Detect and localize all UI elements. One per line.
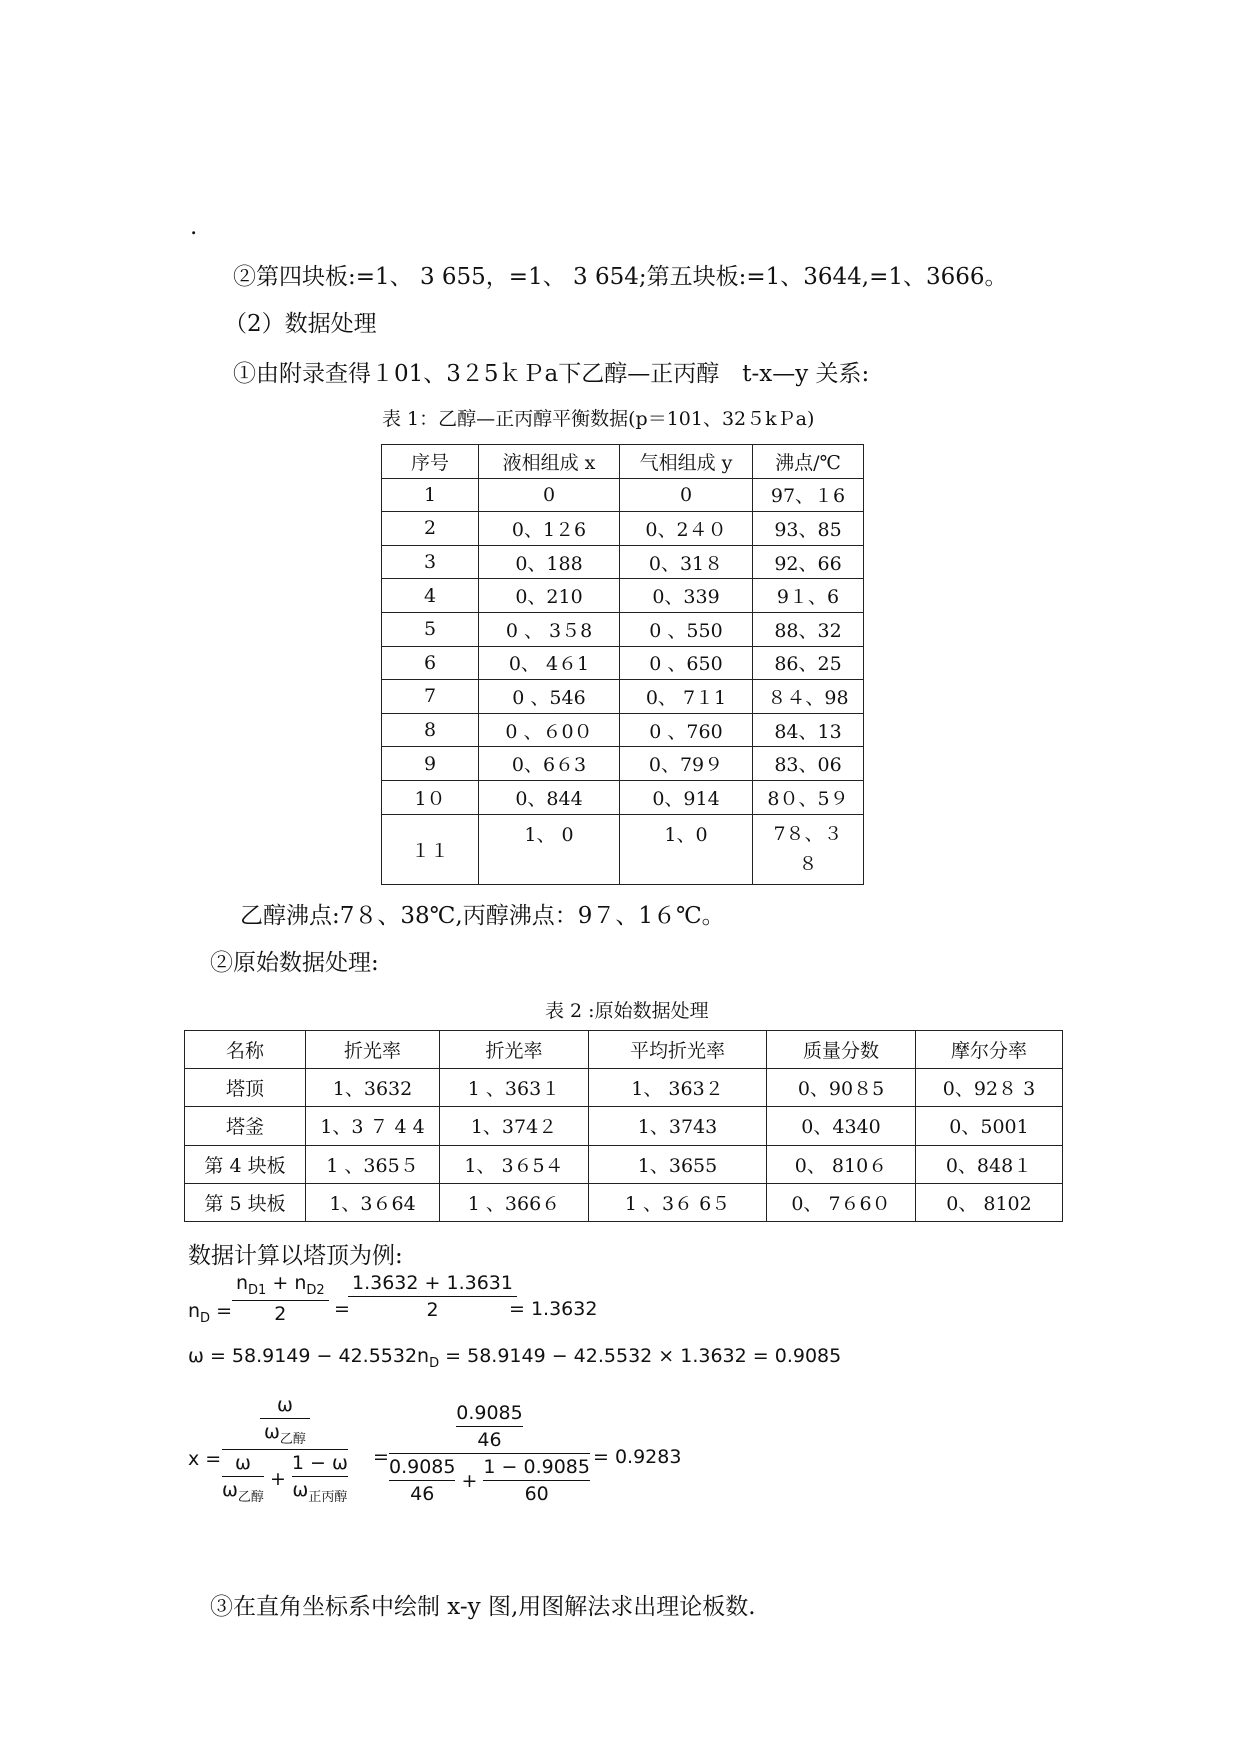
table-cell: 1 、363１ bbox=[440, 1069, 589, 1107]
table-cell: 0 、６0０ bbox=[479, 713, 620, 747]
table-header-cell: 折光率 bbox=[306, 1031, 440, 1069]
formula-x-result: = 0.9283 bbox=[593, 1446, 682, 1468]
fraction-bar bbox=[483, 1480, 590, 1481]
formula-subfraction bbox=[292, 1452, 348, 1505]
table-cell: 86、25 bbox=[753, 646, 864, 680]
table-cell: 第 5 块板 bbox=[185, 1183, 306, 1221]
formula-value: 0.9085 bbox=[456, 1402, 523, 1424]
table-cell: 塔釜 bbox=[185, 1107, 306, 1145]
table-cell: 1、3743 bbox=[589, 1107, 767, 1145]
formula-symbol: n bbox=[188, 1300, 201, 1322]
table-cell: 97、１6 bbox=[753, 478, 864, 512]
formula-denominator: 2 bbox=[274, 1303, 287, 1325]
table-cell: 0、 810６ bbox=[767, 1145, 916, 1183]
formula-subscript: 乙醇 bbox=[237, 1490, 264, 1505]
table-cell: 0、90８5 bbox=[767, 1069, 916, 1107]
table-cell: 0、31８ bbox=[620, 545, 753, 579]
formula-x-lhs: x = bbox=[188, 1448, 222, 1470]
paragraph-appendix: ①由附录查得１01、3２5ｋＰa下乙醇—正丙醇 t-x—y 关系: bbox=[233, 361, 870, 387]
table1-caption: 表 1：乙醇—正丙醇平衡数据(p＝101、32５kＰa) bbox=[382, 408, 815, 430]
table-cell: 9 bbox=[382, 747, 479, 781]
table-cell: 0、4340 bbox=[767, 1107, 916, 1145]
table-cell: 8 bbox=[382, 713, 479, 747]
formula-subscript: D bbox=[429, 1356, 440, 1371]
fraction-bar bbox=[389, 1453, 590, 1454]
formula-symbol: ω bbox=[292, 1479, 309, 1501]
formula-subscript: 正丙醇 bbox=[308, 1490, 348, 1505]
formula-symbol: ω bbox=[276, 1394, 293, 1416]
table-header-cell: 沸点/℃ bbox=[753, 445, 864, 479]
table-cell: 8０、5９ bbox=[753, 780, 864, 814]
table-cell: 1、3６64 bbox=[306, 1183, 440, 1221]
table-cell: 7 bbox=[382, 680, 479, 714]
formula-value: 0.9085 bbox=[389, 1456, 456, 1478]
formula-text: 1 − ω bbox=[291, 1452, 348, 1474]
table-cell: 1、 3６5４ bbox=[440, 1145, 589, 1183]
table-cell: 2 bbox=[382, 512, 479, 546]
table-row bbox=[382, 814, 864, 884]
table-row bbox=[382, 747, 864, 781]
table-cell: ８４、98 bbox=[753, 680, 864, 714]
formula-equals: = bbox=[373, 1446, 389, 1468]
formula-operator: + bbox=[269, 1467, 286, 1490]
formula-numerator bbox=[232, 1272, 329, 1298]
table-row bbox=[185, 1145, 1063, 1183]
table-cell: 0 、760 bbox=[620, 713, 753, 747]
paragraph-plates: ②第四块板:=1、 3 655，=1、 3 654;第五块板:=1、3644,=1、3666。 bbox=[233, 264, 1008, 290]
formula-text: ω = 58.9149 − 42.5532n bbox=[188, 1345, 430, 1367]
fraction-bar bbox=[222, 1449, 348, 1450]
table-row bbox=[382, 579, 864, 613]
formula-text: = 58.9149 − 42.5532 × 1.3632 = 0.9085 bbox=[439, 1345, 842, 1367]
table-cell: 1、374２ bbox=[440, 1107, 589, 1145]
table-cell: 1 、365５ bbox=[306, 1145, 440, 1183]
fraction-bar bbox=[292, 1476, 348, 1477]
fraction-bar bbox=[222, 1476, 264, 1477]
table-header-cell: 摩尔分率 bbox=[916, 1031, 1063, 1069]
table-cell: 0、6６3 bbox=[479, 747, 620, 781]
formula-value: 46 bbox=[410, 1483, 435, 1505]
paragraph-xy-diagram: ③在直角坐标系中绘制 x-y 图,用图解法求出理论板数. bbox=[210, 1594, 756, 1620]
page-dot: . bbox=[190, 214, 198, 240]
table-cell: 5 bbox=[382, 612, 479, 646]
formula-x-symbolic-fraction bbox=[222, 1394, 348, 1505]
formula-operator: + bbox=[461, 1469, 478, 1492]
table-cell: 0、 4６1 bbox=[479, 646, 620, 680]
formula-subfraction bbox=[222, 1452, 264, 1505]
table-cell: 0 、546 bbox=[479, 680, 620, 714]
table-cell: 1、3 ７ 4 4 bbox=[306, 1107, 440, 1145]
table-row bbox=[382, 646, 864, 680]
table-cell: 88、32 bbox=[753, 612, 864, 646]
formula-subfraction bbox=[389, 1456, 455, 1505]
table-cell: 92、66 bbox=[753, 545, 864, 579]
table-cell: 0、339 bbox=[620, 579, 753, 613]
table-row bbox=[185, 1107, 1063, 1145]
formula-nd-lhs bbox=[188, 1300, 232, 1326]
formula-denominator bbox=[264, 1421, 306, 1447]
table-cell: 1 bbox=[382, 478, 479, 512]
fraction-bar bbox=[456, 1426, 522, 1427]
table-cell: 3 bbox=[382, 545, 479, 579]
table-cell: 0 bbox=[620, 478, 753, 512]
table-cell: 1、 0 bbox=[479, 814, 620, 884]
table-row bbox=[382, 680, 864, 714]
table-cell: 0、 7１1 bbox=[620, 680, 753, 714]
table-cell: 0、 8102 bbox=[916, 1183, 1063, 1221]
fraction-bar bbox=[260, 1418, 310, 1419]
table-header-cell: 名称 bbox=[185, 1031, 306, 1069]
formula-symbol: n bbox=[236, 1272, 249, 1294]
table-cell: 4 bbox=[382, 579, 479, 613]
table-cell: 1、3632 bbox=[306, 1069, 440, 1107]
equilibrium-table bbox=[381, 444, 864, 885]
formula-subscript: 乙醇 bbox=[279, 1432, 306, 1447]
fraction-bar bbox=[389, 1480, 455, 1481]
table-cell: 9１、6 bbox=[753, 579, 864, 613]
formula-nd-values-fraction bbox=[348, 1272, 517, 1321]
table-cell: 1、 363２ bbox=[589, 1069, 767, 1107]
paragraph-boiling-points: 乙醇沸点:7８、38℃,丙醇沸点：9７、1６℃。 bbox=[240, 903, 725, 929]
formula-equals: = bbox=[216, 1300, 233, 1322]
table-row bbox=[382, 478, 864, 512]
table-cell: 7８、３８ bbox=[753, 814, 864, 884]
fraction-bar bbox=[232, 1300, 329, 1301]
table-header-cell: 气相组成 y bbox=[620, 445, 753, 479]
formula-value: 60 bbox=[524, 1483, 549, 1505]
table-cell: 84、13 bbox=[753, 713, 864, 747]
formula-denominator bbox=[389, 1456, 590, 1505]
table-row bbox=[382, 713, 864, 747]
table-row bbox=[185, 1183, 1063, 1221]
table-cell: 0 、550 bbox=[620, 612, 753, 646]
table-row bbox=[382, 545, 864, 579]
formula-value: 1 − 0.9085 bbox=[483, 1456, 590, 1478]
table-header-row bbox=[382, 445, 864, 479]
formula-denominator bbox=[222, 1452, 348, 1505]
formula-symbol: ω bbox=[235, 1452, 251, 1474]
table-cell: 1、3655 bbox=[589, 1145, 767, 1183]
formula-symbol: n bbox=[294, 1272, 307, 1294]
table-cell: １１ bbox=[382, 814, 479, 884]
table-header-row bbox=[185, 1031, 1063, 1069]
table-header-cell: 质量分数 bbox=[767, 1031, 916, 1069]
table-cell: 6 bbox=[382, 646, 479, 680]
formula-denominator: 2 bbox=[426, 1299, 439, 1321]
table-cell: 0、92８ 3 bbox=[916, 1069, 1063, 1107]
table-cell: 0、210 bbox=[479, 579, 620, 613]
table-cell: 0、914 bbox=[620, 780, 753, 814]
formula-omega bbox=[188, 1345, 841, 1371]
table-header-cell: 液相组成 x bbox=[479, 445, 620, 479]
formula-numerator bbox=[456, 1402, 522, 1451]
table-cell: 93、85 bbox=[753, 512, 864, 546]
table-row bbox=[185, 1069, 1063, 1107]
table-cell: 0、5001 bbox=[916, 1107, 1063, 1145]
formula-subscript: D2 bbox=[306, 1283, 325, 1298]
formula-numerator: 1.3632 + 1.3631 bbox=[352, 1272, 513, 1294]
table2-caption: 表 2 :原始数据处理 bbox=[545, 1000, 709, 1022]
table-cell: 1０ bbox=[382, 780, 479, 814]
formula-equals: = bbox=[334, 1298, 350, 1320]
formula-subfraction bbox=[483, 1456, 590, 1505]
formula-value: 46 bbox=[477, 1429, 502, 1451]
table-cell: 塔顶 bbox=[185, 1069, 306, 1107]
table-cell: 0、79９ bbox=[620, 747, 753, 781]
fraction-bar bbox=[348, 1296, 517, 1297]
formula-nd-result: = 1.3632 bbox=[509, 1298, 598, 1320]
table-cell: 0 bbox=[479, 478, 620, 512]
section-heading-data-processing: （2）数据处理 bbox=[224, 311, 377, 337]
table-cell: 1 、366６ bbox=[440, 1183, 589, 1221]
table-cell: 0、1２6 bbox=[479, 512, 620, 546]
table-header-cell: 序号 bbox=[382, 445, 479, 479]
table-cell: 0 、 3５8 bbox=[479, 612, 620, 646]
table-header-cell: 平均折光率 bbox=[589, 1031, 767, 1069]
formula-operator: + bbox=[266, 1272, 295, 1294]
table-cell: 1 、3６ 6５ bbox=[589, 1183, 767, 1221]
formula-numerator bbox=[260, 1394, 310, 1447]
formula-symbol: ω bbox=[222, 1479, 238, 1501]
formula-subscript: D1 bbox=[248, 1283, 267, 1298]
paragraph-calc-example: 数据计算以塔顶为例: bbox=[188, 1243, 403, 1269]
table-cell: 0、848１ bbox=[916, 1145, 1063, 1183]
table-cell: 0、844 bbox=[479, 780, 620, 814]
table-cell: 1、0 bbox=[620, 814, 753, 884]
paragraph-raw-data: ②原始数据处理: bbox=[210, 950, 379, 976]
table-row bbox=[382, 612, 864, 646]
table-cell: 0、188 bbox=[479, 545, 620, 579]
table-cell: 0 、650 bbox=[620, 646, 753, 680]
formula-symbol: ω bbox=[263, 1421, 280, 1443]
formula-x-values-fraction bbox=[389, 1402, 590, 1505]
table-cell: 0、 7６6０ bbox=[767, 1183, 916, 1221]
table-header-cell: 折光率 bbox=[440, 1031, 589, 1069]
formula-nd-fraction bbox=[232, 1272, 329, 1325]
formula-subscript: D bbox=[200, 1311, 211, 1326]
table-row bbox=[382, 780, 864, 814]
table-row bbox=[382, 512, 864, 546]
raw-data-table bbox=[184, 1030, 1063, 1222]
table-cell: 第 4 块板 bbox=[185, 1145, 306, 1183]
table-cell: 0、2４０ bbox=[620, 512, 753, 546]
table-cell: 83、06 bbox=[753, 747, 864, 781]
